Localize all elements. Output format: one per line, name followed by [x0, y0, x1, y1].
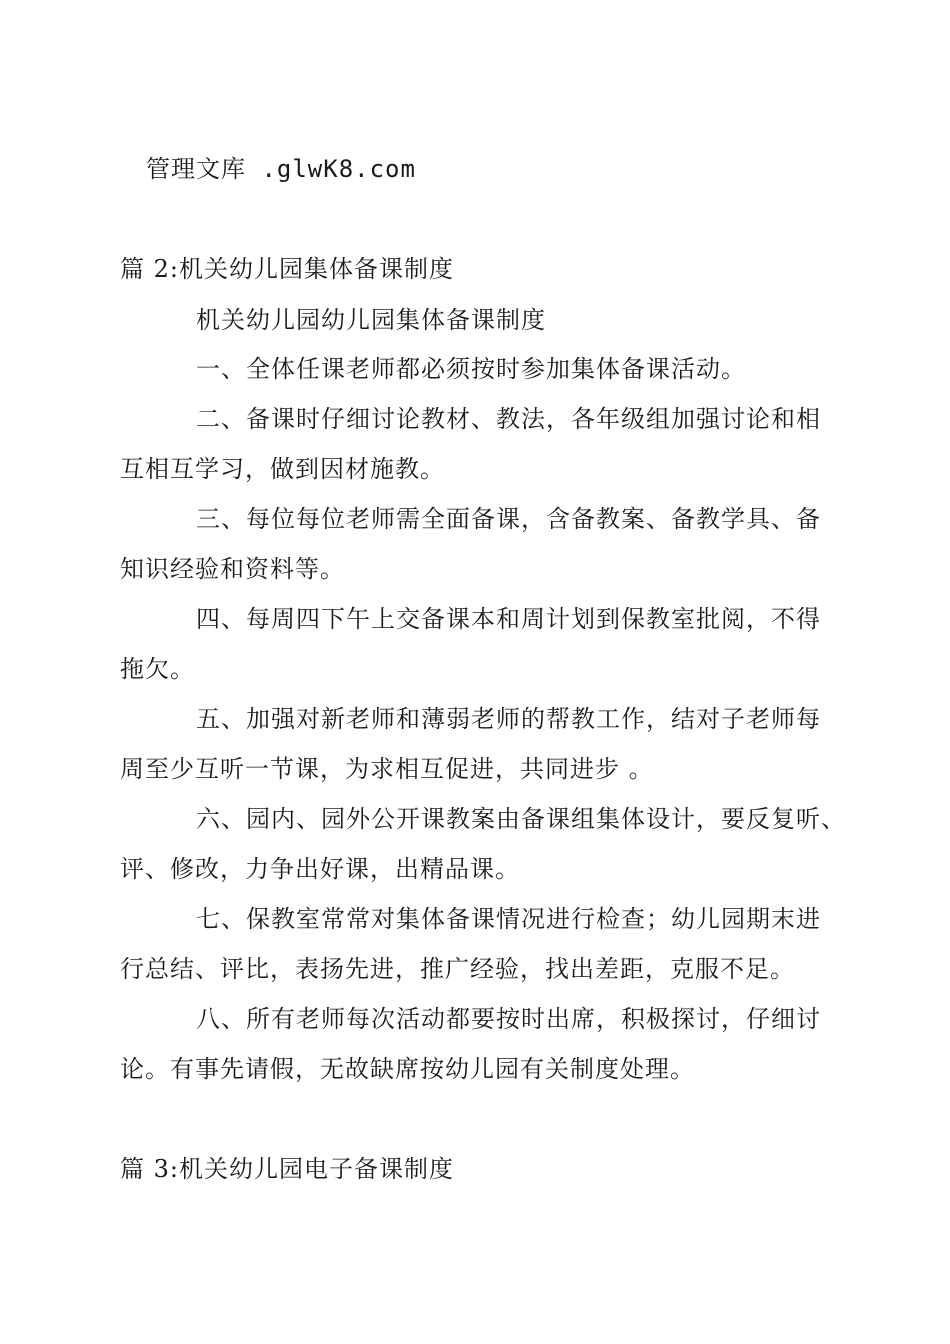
paragraph-7-line-1: 七、保教室常常对集体备课情况进行检查；幼儿园期末进 [196, 905, 821, 933]
paragraph-3-line-2: 知识经验和资料等。 [120, 555, 345, 583]
paragraph-5-line-2: 周至少互听一节课，为求相互促进，共同进步 。 [120, 755, 654, 783]
paragraph-1-line-1: 一、全体任课老师都必须按时参加集体备课活动。 [196, 355, 746, 383]
section-2-heading: 篇 2:机关幼儿园集体备课制度 [120, 255, 454, 283]
paragraph-5-line-1: 五、加强对新老师和薄弱老师的帮教工作，结对子老师每 [196, 705, 821, 733]
header-line [146, 154, 416, 184]
paragraph-8-line-1: 八、所有老师每次活动都要按时出席，积极探讨，仔细讨 [196, 1005, 821, 1033]
section-2-title: 机关幼儿园幼儿园集体备课制度 [196, 306, 546, 334]
paragraph-6-line-1: 六、园内、园外公开课教案由备课组集体设计，要反复听、 [196, 805, 846, 833]
paragraph-7-line-2: 行总结、评比，表扬先进，推广经验，找出差距，克服不足。 [120, 955, 795, 983]
paragraph-4-line-2: 拖欠。 [120, 655, 195, 683]
paragraph-4-line-1: 四、每周四下午上交备课本和周计划到保教室批阅，不得 [196, 605, 821, 633]
header-text: 管理文库 [146, 155, 246, 183]
paragraph-2-line-2: 互相互学习，做到因材施教。 [120, 455, 445, 483]
section-3-heading: 篇 3:机关幼儿园电子备课制度 [120, 1155, 454, 1183]
paragraph-6-line-2: 评、修改，力争出好课，出精品课。 [120, 855, 520, 883]
header-url: .glwK8.com [246, 155, 416, 183]
paragraph-2-line-1: 二、备课时仔细讨论教材、教法，各年级组加强讨论和相 [196, 405, 821, 433]
paragraph-8-line-2: 论。有事先请假，无故缺席按幼儿园有关制度处理。 [120, 1055, 695, 1083]
paragraph-3-line-1: 三、每位每位老师需全面备课，含备教案、备教学具、备 [196, 505, 821, 533]
